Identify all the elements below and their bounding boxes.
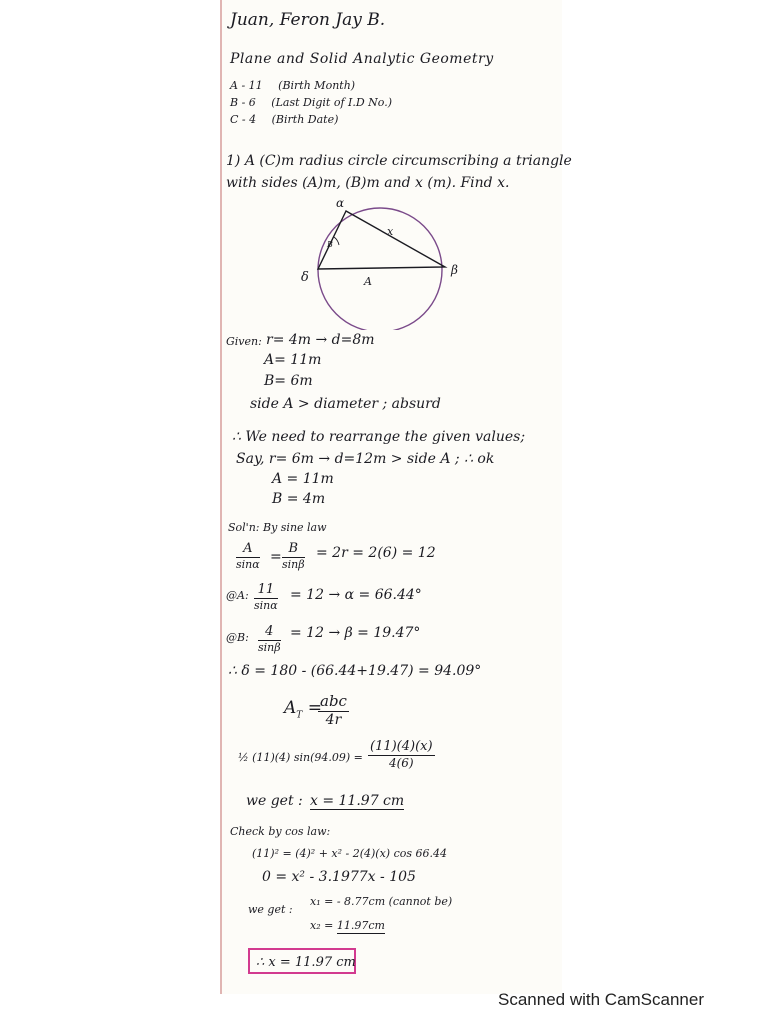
area-formula-fraction bbox=[318, 694, 349, 727]
x2-label: x₂ = bbox=[310, 919, 334, 932]
at-a-fraction bbox=[254, 583, 278, 611]
code-b-var: B - 6 bbox=[230, 96, 256, 109]
fraction-denominator: sinα bbox=[254, 598, 278, 612]
fraction-denominator: sinβ bbox=[282, 557, 305, 571]
check-label: Check by cos law: bbox=[230, 825, 331, 838]
sine-law-result: = 2r = 2(6) = 12 bbox=[316, 545, 436, 561]
given-r: r= 4m → d=8m bbox=[266, 332, 375, 348]
given-b-new: B = 4m bbox=[272, 491, 326, 507]
quadratic-equation: 0 = x² - 3.1977x - 105 bbox=[262, 869, 416, 885]
code-c-note: (Birth Date) bbox=[271, 113, 339, 126]
margin-line bbox=[220, 0, 222, 994]
area-subscript: T bbox=[296, 710, 303, 721]
label-beta: β bbox=[451, 263, 458, 277]
code-b-note: (Last Digit of I.D No.) bbox=[271, 96, 393, 109]
code-a-note: (Birth Month) bbox=[278, 79, 356, 92]
area-label bbox=[284, 700, 322, 720]
code-a bbox=[230, 80, 355, 91]
cos-law-equation: (11)² = (4)² + x² - 2(4)(x) cos 66.44 bbox=[252, 847, 448, 860]
label-side-a: A bbox=[364, 275, 372, 288]
code-c bbox=[230, 114, 338, 125]
area-rhs-fraction bbox=[368, 740, 435, 769]
at-b-label: @B: bbox=[226, 631, 249, 644]
fraction-denominator: 4r bbox=[325, 711, 342, 728]
problem-line-1: 1) A (C)m radius circle circumscribing a triangle bbox=[226, 153, 572, 169]
fraction-numerator: 11 bbox=[254, 583, 278, 599]
say-line: Say, r= 6m → d=12m > side A ; ∴ ok bbox=[236, 451, 495, 467]
delta-result: ∴ δ = 180 - (66.44+19.47) = 94.09° bbox=[228, 663, 482, 679]
we-get-label: we get : bbox=[246, 793, 303, 809]
subject-title: Plane and Solid Analytic Geometry bbox=[230, 51, 494, 67]
fraction-denominator: sinα bbox=[236, 557, 260, 571]
solution-label: Sol'n: By sine law bbox=[228, 521, 327, 534]
circumscribed-triangle-diagram bbox=[290, 195, 480, 330]
given-a-new: A = 11m bbox=[272, 471, 334, 487]
area-equals: = bbox=[307, 698, 322, 718]
problem-line-2: with sides (A)m, (B)m and x (m). Find x. bbox=[226, 175, 510, 191]
angle-arc bbox=[334, 237, 339, 245]
code-a-var: A - 11 bbox=[230, 79, 263, 92]
final-answer-box bbox=[248, 948, 356, 974]
label-delta: δ bbox=[301, 270, 309, 285]
label-x: x bbox=[387, 225, 394, 238]
given-label: Given: bbox=[226, 335, 262, 348]
x-result: x = 11.97 cm bbox=[310, 793, 405, 809]
fraction-numerator: abc bbox=[320, 692, 347, 710]
check-we-get-label: we get : bbox=[248, 903, 293, 916]
at-b-fraction bbox=[258, 625, 281, 653]
code-c-var: C - 4 bbox=[230, 113, 257, 126]
fraction-numerator: B bbox=[282, 542, 305, 558]
area-symbol: A bbox=[284, 698, 297, 718]
area-lhs: ½ (11)(4) sin(94.09) = bbox=[238, 751, 363, 764]
label-side-b: B bbox=[327, 240, 333, 249]
sine-law-a-fraction bbox=[236, 542, 260, 570]
fraction-numerator: 4 bbox=[258, 625, 281, 641]
rearrange-note: ∴ We need to rearrange the given values; bbox=[232, 429, 526, 445]
fraction-denominator: 4(6) bbox=[388, 755, 414, 770]
x1-root: x₁ = - 8.77cm (cannot be) bbox=[310, 895, 453, 908]
sine-law-equals: = bbox=[270, 549, 282, 565]
fraction-numerator: (11)(4)(x) bbox=[370, 739, 433, 754]
at-a-label: @A: bbox=[226, 589, 249, 602]
given-a: A= 11m bbox=[264, 352, 322, 368]
fraction-denominator: sinβ bbox=[258, 640, 281, 654]
fraction-numerator: A bbox=[236, 542, 260, 558]
beta-result: = 12 → β = 19.47° bbox=[290, 625, 421, 641]
student-name: Juan, Feron Jay B. bbox=[230, 10, 386, 30]
x2-value: 11.97cm bbox=[336, 919, 385, 932]
alpha-result: = 12 → α = 66.44° bbox=[290, 587, 422, 603]
given-b: B= 6m bbox=[264, 373, 313, 389]
given-note: side A > diameter ; absurd bbox=[250, 396, 441, 412]
code-b bbox=[230, 97, 392, 108]
camscanner-watermark: Scanned with CamScanner bbox=[498, 990, 705, 1009]
final-answer: ∴ x = 11.97 cm bbox=[256, 955, 356, 970]
sine-law-b-fraction bbox=[282, 542, 305, 570]
label-alpha: α bbox=[336, 196, 345, 210]
x2-root bbox=[310, 920, 385, 931]
